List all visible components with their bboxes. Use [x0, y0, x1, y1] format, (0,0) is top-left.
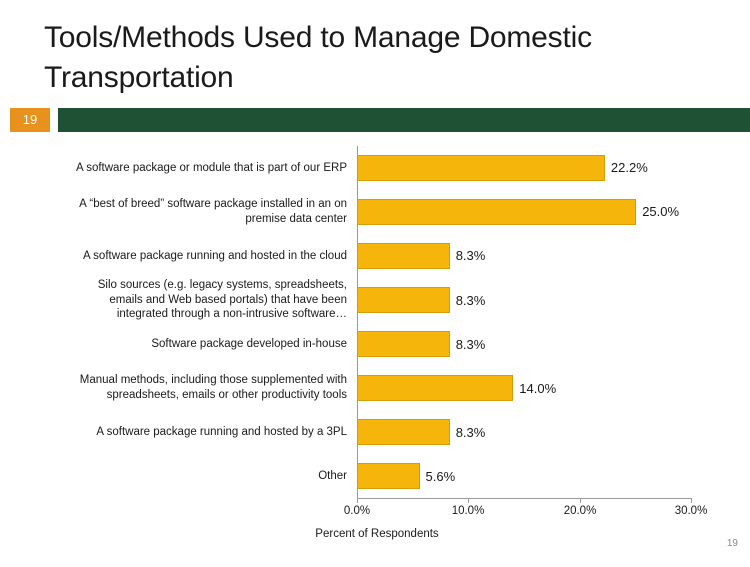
chart-rows	[62, 146, 692, 498]
chart-row	[62, 454, 692, 498]
x-axis-tick-label: 10.0%	[451, 505, 485, 517]
bar-value-label: 8.3%	[455, 248, 486, 264]
bar-chart	[0, 140, 750, 549]
bar-track	[357, 278, 692, 322]
category-label: Manual methods, including those supplemented with spreadsheets, emails or other productivity tools	[79, 374, 347, 402]
bar-segment	[357, 287, 450, 313]
bar-segment	[357, 331, 450, 357]
bar-track	[357, 234, 692, 278]
y-axis-line	[357, 146, 358, 498]
category-label: Other	[318, 469, 347, 482]
chart-row	[62, 146, 692, 190]
bar-segment	[357, 155, 605, 181]
footer-page-number: 19	[726, 538, 738, 549]
bar-track	[357, 410, 692, 454]
category-label: A software package running and hosted by a 3PL	[96, 425, 347, 438]
bar-value-label: 25.0%	[642, 204, 680, 220]
x-axis-line	[357, 498, 692, 499]
bar-value-label: 8.3%	[455, 424, 486, 440]
category-label: A “best of breed” software package installed in an on premise data center	[79, 198, 347, 225]
chart-row	[62, 410, 692, 454]
bar-segment	[357, 463, 420, 489]
x-axis-tick-label: 30.0%	[674, 505, 708, 517]
x-axis-tick-label: 20.0%	[563, 505, 597, 517]
x-axis-tick	[357, 498, 358, 503]
category-label: Silo sources (e.g. legacy systems, spreadsheets, emails and Web based portals) that have been integrated through a non-intrusive software…	[97, 278, 347, 321]
x-axis-title: Percent of Respondents	[315, 528, 439, 540]
bar-value-label: 22.2%	[610, 160, 648, 176]
bar-segment	[357, 243, 450, 269]
x-axis-tick-label: 0.0%	[343, 505, 371, 517]
slide-banner	[0, 108, 750, 132]
bar-track	[357, 322, 692, 366]
chart-row	[62, 366, 692, 410]
bar-value-label: 5.6%	[425, 468, 456, 484]
bar-value-label: 14.0%	[519, 380, 557, 396]
category-label: A software package or module that is part of our ERP	[75, 161, 347, 174]
x-axis-tick	[468, 498, 469, 503]
bar-track	[357, 454, 692, 498]
bar-value-label: 8.3%	[455, 336, 486, 352]
chart-row	[62, 278, 692, 322]
bar-segment	[357, 419, 450, 445]
chart-row	[62, 322, 692, 366]
bar-segment	[357, 375, 513, 401]
bar-track	[357, 366, 692, 410]
bar-track	[357, 146, 692, 190]
slide-number-badge: 19	[10, 108, 50, 132]
page-title: Tools/Methods Used to Manage Domestic Transportation	[44, 21, 592, 94]
bar-segment	[357, 199, 636, 225]
banner-green-bar	[58, 108, 750, 132]
chart-plot-area	[62, 146, 708, 540]
chart-row	[62, 190, 692, 234]
x-axis-tick	[580, 498, 581, 503]
category-label: A software package running and hosted in the cloud	[82, 249, 347, 262]
x-axis-tick	[691, 498, 692, 503]
category-label: Software package developed in-house	[151, 337, 347, 350]
chart-row	[62, 234, 692, 278]
bar-value-label: 8.3%	[455, 292, 486, 308]
bar-track	[357, 190, 692, 234]
